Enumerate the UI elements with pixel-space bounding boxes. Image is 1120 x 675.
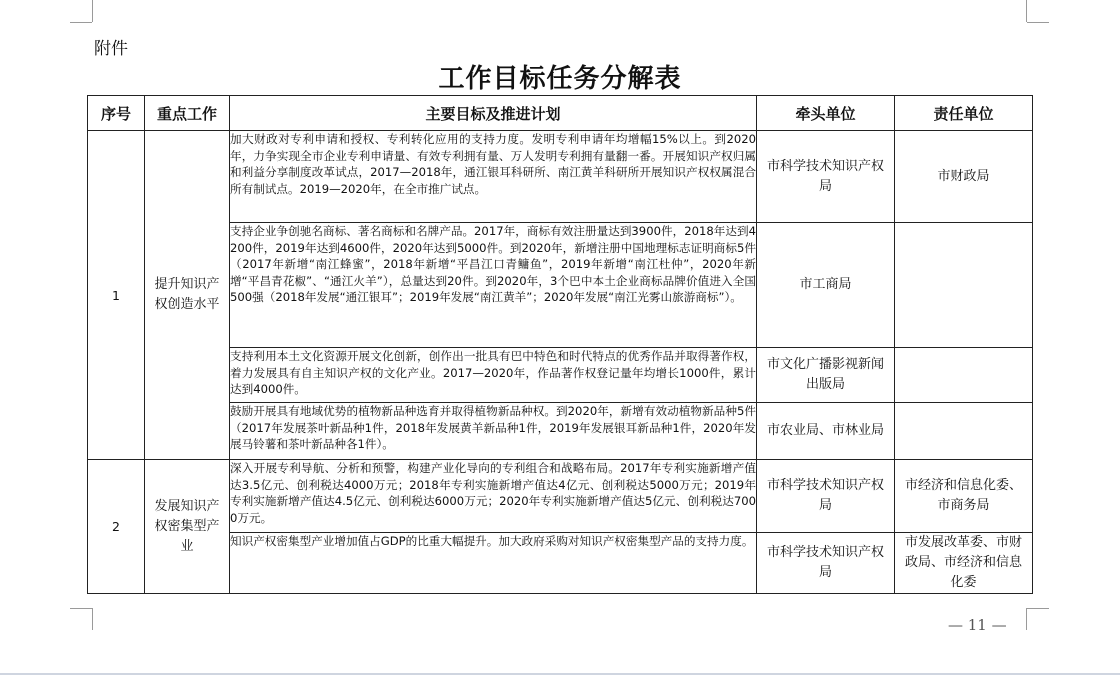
key-work-cell <box>145 131 230 460</box>
page-number: — 11 — <box>948 616 1007 634</box>
crop-mark <box>92 0 93 22</box>
goals-cell: 支持企业争创驰名商标、著名商标和名牌产品。2017年，商标有效注册量达到3900件，2018年达到4200件，2019年达到4600件，2020年达到5000件。到2020年，新增注册中国地理标志证明商标5件（2017年新增“南江蜂蜜”，2018年新增“平昌江口青鳙鱼”，2019年新增“南江杜仲”，2020年新增“平昌青花椒”、“通江火羊”），总量达到20件。到2020年，3个巴中本土企业商标品牌价值进入全国500强（2018年发展“通江银耳”；2019年发展“南江黄羊”；2020年发展“南江光雾山旅游商标”）。 <box>230 223 757 348</box>
goals-cell: 知识产权密集型产业增加值占GDP的比重大幅提升。加大政府采购对知识产权密集型产品的支持力度。 <box>230 533 757 594</box>
annex-label: 附件 <box>94 39 128 59</box>
lead-unit-text: 市科学技术知识产权局 <box>766 478 884 513</box>
header-seq: 序号 <box>88 96 145 131</box>
resp-unit-cell <box>895 460 1033 533</box>
crop-mark <box>1026 0 1027 22</box>
resp-unit-text: 市经济和信息化委、市商务局 <box>904 478 1022 513</box>
crop-mark <box>70 22 92 23</box>
resp-unit-cell <box>895 403 1033 460</box>
header-key-work: 重点工作 <box>145 96 230 131</box>
task-table <box>87 95 1033 594</box>
resp-unit-text: 市发展改革委、市财政局、市经济和信息化委 <box>904 535 1022 590</box>
lead-unit-text: 市科学技术知识产权局 <box>766 545 884 580</box>
seq-cell: 2 <box>88 460 145 594</box>
header-resp-unit: 责任单位 <box>895 96 1033 131</box>
key-work-cell <box>145 460 230 594</box>
lead-unit-text: 市科学技术知识产权局 <box>766 158 884 194</box>
table-row <box>88 403 1033 460</box>
goals-cell: 加大财政对专利申请和授权、专利转化应用的支持力度。发明专利申请年均增幅15%以上。到2020年，力争实现全市企业专利申请量、有效专利拥有量、万人发明专利拥有量翻一番。开展知识产权归属和利益分享制度改革试点，2017—2018年，通江银耳科研所、南江黄羊科研所开展知识产权权属混合所有制试点。2019—2020年，在全市推广试点。 <box>230 131 757 223</box>
lead-unit-text: 市农业局、市林业局 <box>766 423 884 438</box>
lead-unit-text: 市文化广播影视新闻出版局 <box>766 357 884 392</box>
key-work-label: 发展知识产权密集型产业 <box>154 498 220 554</box>
table-row <box>88 131 1033 223</box>
page-title: 工作目标任务分解表 <box>438 64 682 94</box>
crop-mark <box>92 608 93 630</box>
header-goals: 主要目标及推进计划 <box>230 96 757 131</box>
resp-unit-cell <box>895 223 1033 348</box>
table-header-row <box>88 96 1033 131</box>
resp-unit-cell <box>895 533 1033 594</box>
crop-mark <box>1026 608 1027 630</box>
lead-unit-cell <box>757 460 895 533</box>
table-row <box>88 533 1033 594</box>
table-row <box>88 348 1033 403</box>
resp-unit-cell <box>895 131 1033 223</box>
crop-mark <box>1027 22 1049 23</box>
lead-unit-text: 市工商局 <box>799 277 852 292</box>
lead-unit-cell <box>757 403 895 460</box>
goals-cell: 支持利用本土文化资源开展文化创新，创作出一批具有巴中特色和时代特点的优秀作品并取得著作权，着力发展具有自主知识产权的文化产业。2017—2020年，作品著作权登记量年均增长1000件，累计达到4000件。 <box>230 348 757 403</box>
crop-mark <box>70 608 92 609</box>
seq-cell: 1 <box>88 131 145 460</box>
table-row <box>88 460 1033 533</box>
lead-unit-cell <box>757 223 895 348</box>
resp-unit-cell <box>895 348 1033 403</box>
lead-unit-cell <box>757 348 895 403</box>
lead-unit-cell <box>757 533 895 594</box>
table-row <box>88 223 1033 348</box>
crop-mark <box>1027 608 1049 609</box>
header-lead-unit: 牵头单位 <box>757 96 895 131</box>
goals-cell: 深入开展专利导航、分析和预警，构建产业化导向的专利组合和战略布局。2017年专利实施新增产值达3.5亿元、创利税达4000万元；2018年专利实施新增产值达4亿元、创利税达5000万元；2019年专利实施新增产值达4.5亿元、创利税达6000万元；2020年专利实施新增产值达5亿元、创利税达7000万元。 <box>230 460 757 533</box>
key-work-label: 提升知识产权创造水平 <box>154 277 220 312</box>
goals-cell: 鼓励开展具有地域优势的植物新品种选育并取得植物新品种权。到2020年，新增有效动植物新品种5件（2017年发展茶叶新品种1件，2018年发展黄羊新品种1件，2019年发展银耳新品种1件，2020年发展马铃薯和茶叶新品种各1件）。 <box>230 403 757 460</box>
lead-unit-cell <box>757 131 895 223</box>
resp-unit-text: 市财政局 <box>937 168 990 184</box>
